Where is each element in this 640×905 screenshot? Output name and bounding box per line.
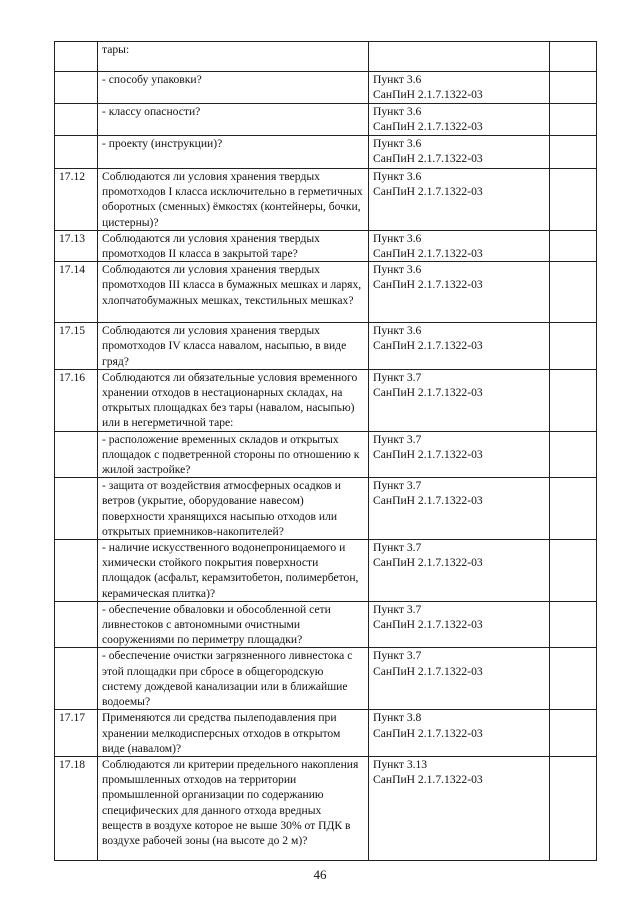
reference-document: СанПиН 2.1.7.1322-03	[373, 494, 483, 508]
requirement-question: - обеспечение очистки загрязненного ливнестока с этой площадки при сбросе в общегородскую систему дождевой канализации или в ближайшие водоемы?	[98, 648, 369, 710]
requirement-question: Соблюдаются ли условия хранения твердых промотходов II класса в закрытой таре?	[98, 230, 369, 261]
answer-cell[interactable]	[550, 136, 597, 169]
requirement-question: Применяются ли средства пылеподавления при хранении мелкодисперсных отходов в открытом виде (навалом)?	[98, 710, 369, 757]
reference-clause: Пункт 3.7	[373, 479, 422, 493]
answer-cell[interactable]	[550, 540, 597, 602]
item-number: 17.17	[55, 710, 98, 757]
reference-document: СанПиН 2.1.7.1322-03	[373, 773, 483, 787]
answer-cell[interactable]	[550, 601, 597, 648]
table-row	[55, 540, 597, 602]
checklist-table-body	[55, 42, 597, 861]
regulation-reference	[369, 72, 550, 104]
answer-cell[interactable]	[550, 369, 597, 431]
item-number	[55, 540, 98, 602]
answer-cell[interactable]	[550, 648, 597, 710]
reference-clause: Пункт 3.6	[373, 263, 422, 277]
answer-cell[interactable]	[550, 42, 597, 72]
regulation-reference	[369, 230, 550, 261]
reference-clause: Пункт 3.13	[373, 757, 428, 771]
answer-cell[interactable]	[550, 230, 597, 261]
reference-document: СанПиН 2.1.7.1322-03	[373, 185, 483, 199]
reference-document: СанПиН 2.1.7.1322-03	[373, 278, 483, 292]
requirement-question: Соблюдаются ли критерии предельного накопления промышленных отходов на территории промышленной организации по содержанию специфических для данного отхода вредных веществ в воздухе которое не выше 30% от ПДК в воздухе рабочей зоны (на высоте до 2 м)?	[98, 756, 369, 860]
requirement-question: - защита от воздействия атмосферных осадков и ветров (укрытие, оборудование навесом) поверхности хранящихся насыпью отходов или открытых приемников-накопителей?	[98, 478, 369, 540]
regulation-reference	[369, 478, 550, 540]
requirement-question: - расположение временных складов и открытых площадок с подветренной стороны по отношению к жилой застройке?	[98, 431, 369, 478]
reference-clause: Пункт 3.7	[373, 541, 422, 555]
table-row	[55, 42, 597, 72]
regulation-reference	[369, 756, 550, 860]
table-row	[55, 136, 597, 169]
table-row	[55, 369, 597, 431]
regulation-reference	[369, 262, 550, 323]
table-row	[55, 710, 597, 757]
item-number: 17.12	[55, 169, 98, 231]
regulation-reference	[369, 710, 550, 757]
requirement-question: - наличие искусственного водонепроницаемого и химически стойкого покрытия поверхности площадок (асфальт, керамзитобетон, полимербетон, керамическая плитка)?	[98, 540, 369, 602]
requirement-question: Соблюдаются ли условия хранения твердых промотходов I класса исключительно в герметичных оборотных (сменных) ёмкостях (контейнеры, бочки, цистерны)?	[98, 169, 369, 231]
item-number: 17.14	[55, 262, 98, 323]
item-number	[55, 72, 98, 104]
table-row	[55, 323, 597, 370]
answer-cell[interactable]	[550, 323, 597, 370]
regulation-reference	[369, 169, 550, 231]
reference-document: СанПиН 2.1.7.1322-03	[373, 726, 483, 740]
regulation-reference	[369, 323, 550, 370]
reference-clause: Пункт 3.6	[373, 137, 422, 150]
regulation-reference	[369, 431, 550, 478]
item-number: 17.13	[55, 230, 98, 261]
reference-clause: Пункт 3.7	[373, 602, 422, 616]
table-row	[55, 601, 597, 648]
item-number	[55, 42, 98, 72]
reference-document: СанПиН 2.1.7.1322-03	[373, 664, 483, 678]
item-number	[55, 104, 98, 136]
reference-clause: Пункт 3.6	[373, 231, 422, 245]
item-number: 17.18	[55, 756, 98, 860]
reference-document: СанПиН 2.1.7.1322-03	[373, 339, 483, 353]
table-row	[55, 431, 597, 478]
answer-cell[interactable]	[550, 431, 597, 478]
reference-clause: Пункт 3.7	[373, 432, 422, 446]
reference-clause: Пункт 3.6	[373, 105, 422, 118]
regulation-reference	[369, 42, 550, 72]
item-number	[55, 601, 98, 648]
item-number	[55, 136, 98, 169]
item-number: 17.15	[55, 323, 98, 370]
regulation-reference	[369, 136, 550, 169]
reference-document: СанПиН 2.1.7.1322-03	[373, 386, 483, 400]
reference-clause: Пункт 3.6	[373, 73, 422, 86]
table-row	[55, 648, 597, 710]
requirement-question: - проекту (инструкции)?	[98, 136, 369, 169]
answer-cell[interactable]	[550, 104, 597, 136]
page-number: 46	[313, 867, 327, 882]
item-number	[55, 478, 98, 540]
answer-cell[interactable]	[550, 756, 597, 860]
item-number	[55, 648, 98, 710]
requirement-question: - обеспечение обваловки и обособленной сети ливнестоков с автономными очистными сооружениями по периметру площадки?	[98, 601, 369, 648]
reference-clause: Пункт 3.7	[373, 649, 422, 663]
answer-cell[interactable]	[550, 710, 597, 757]
reference-clause: Пункт 3.6	[373, 324, 422, 338]
regulation-reference	[369, 648, 550, 710]
item-number	[55, 431, 98, 478]
requirement-question: - способу упаковки?	[98, 72, 369, 104]
reference-clause: Пункт 3.7	[373, 370, 422, 384]
table-row	[55, 230, 597, 261]
table-row	[55, 262, 597, 323]
requirement-question: тары:	[98, 42, 369, 72]
regulation-reference	[369, 601, 550, 648]
reference-document: СанПиН 2.1.7.1322-03	[373, 88, 483, 102]
table-row	[55, 169, 597, 231]
table-row	[55, 104, 597, 136]
reference-document: СанПиН 2.1.7.1322-03	[373, 152, 483, 166]
reference-document: СанПиН 2.1.7.1322-03	[373, 120, 483, 134]
answer-cell[interactable]	[550, 478, 597, 540]
regulation-reference	[369, 540, 550, 602]
answer-cell[interactable]	[550, 262, 597, 323]
regulation-reference	[369, 104, 550, 136]
requirement-question: Соблюдаются ли условия хранения твердых промотходов III класса в бумажных мешках и ларях, хлопчатобумажных мешках, текстильных мешках?	[98, 262, 369, 323]
answer-cell[interactable]	[550, 169, 597, 231]
reference-document: СанПиН 2.1.7.1322-03	[373, 618, 483, 632]
table-row	[55, 72, 597, 104]
requirement-question: - классу опасности?	[98, 104, 369, 136]
reference-document: СанПиН 2.1.7.1322-03	[373, 447, 483, 461]
item-number: 17.16	[55, 369, 98, 431]
reference-document: СанПиН 2.1.7.1322-03	[373, 556, 483, 570]
answer-cell[interactable]	[550, 72, 597, 104]
reference-clause: Пункт 3.8	[373, 711, 422, 725]
requirement-question: Соблюдаются ли условия хранения твердых промотходов IV класса навалом, насыпью, в виде гряд?	[98, 323, 369, 370]
reference-document: СанПиН 2.1.7.1322-03	[373, 247, 483, 261]
table-row	[55, 756, 597, 860]
regulation-reference	[369, 369, 550, 431]
reference-clause: Пункт 3.6	[373, 170, 422, 183]
table-row	[55, 478, 597, 540]
requirement-question: Соблюдаются ли обязательные условия временного хранении отходов в нестационарных складах, на открытых площадках без тары (навалом, насыпью) или в негерметичной таре:	[98, 369, 369, 431]
checklist-table	[54, 41, 597, 861]
